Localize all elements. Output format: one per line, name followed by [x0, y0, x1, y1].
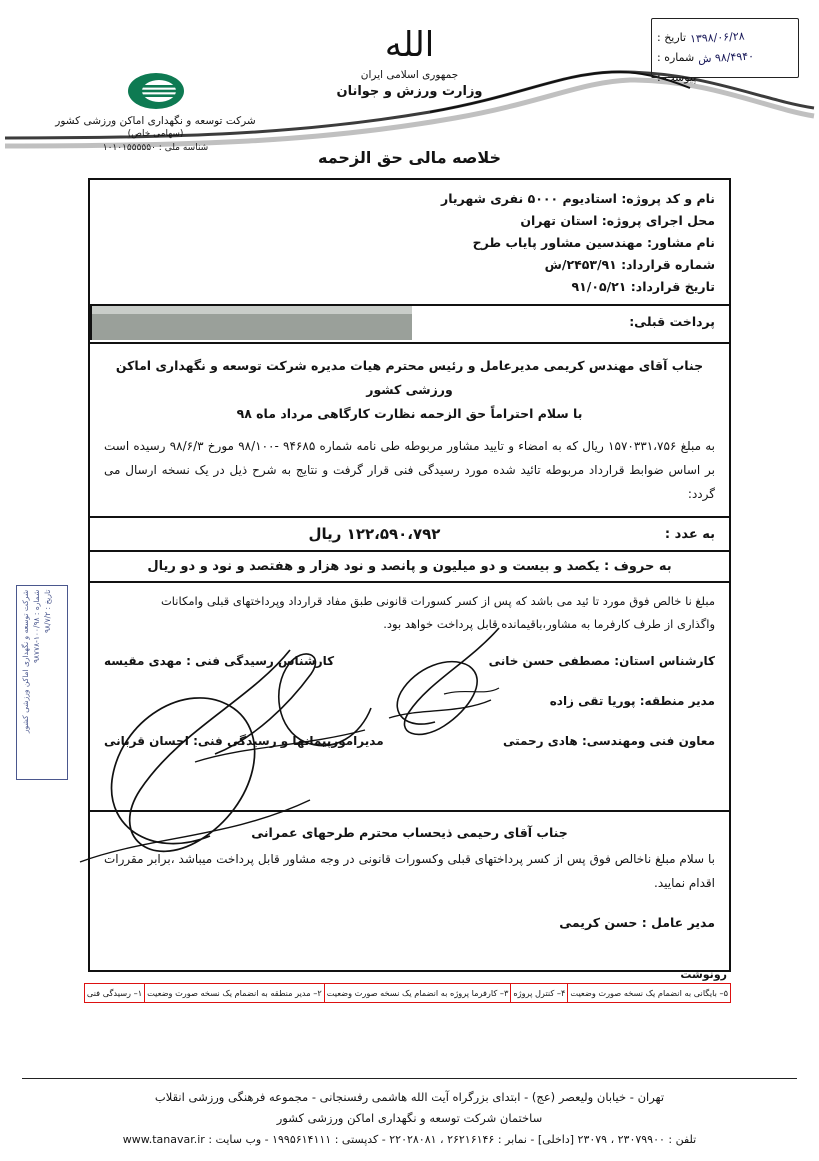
tech-review-signature	[104, 654, 334, 668]
footer-address-line-2: ساختمان شرکت توسعه و نگهداری اماکن ورزشی کشور	[276, 1111, 543, 1125]
final-signer	[104, 915, 715, 930]
addressee-line-1: جناب آقای مهندس کریمی مدیرعامل و رئیس محترم هیات مدیره شرکت توسعه و نگهداری اماکن ورزشی کشور	[115, 358, 704, 397]
amount-digits-row	[90, 518, 729, 550]
copy-item-2: ۲– مدیر منطقه به انضمام یک نسخه صورت وضعیت	[145, 984, 325, 1003]
number-label: شماره :	[657, 51, 695, 64]
contracts-manager-name: احسان قربانی	[104, 734, 189, 748]
note-line-1: مبلغ نا خالص فوق مورد تا ئید می باشد که پس از کسر کسورات قانونی طبق مفاد قرارداد وپرداختهای قبلی وامکانات	[160, 594, 715, 608]
region-manager-name: پوریا تقی زاده	[549, 694, 636, 708]
emblem-line-1: جمهوری اسلامی ایران	[360, 69, 459, 81]
tech-review-label: کارشناس رسیدگی فنی :	[186, 654, 335, 668]
note-section	[90, 583, 729, 640]
document-body-frame	[88, 178, 731, 972]
copy-item-5: ۵– بایگانی به انضمام یک نسخه صورت وضعیت	[568, 984, 731, 1003]
project-location-row	[104, 210, 715, 232]
footer-contact-line: تلفن : ۲۳۰۷۹۹۰۰ ، ۲۳۰۷۹ [داخلی] - نمابر : ۲۶۲۱۶۱۴۶ ، ۲۲۰۲۸۰۸۱ - کدپستی : ۱۹۹۵۶۱۴۱۱۱ - وب سایت : www.tanavar.ir	[122, 1133, 697, 1146]
project-name-value: استادیوم ۵۰۰۰ نفری شهریار	[441, 191, 617, 206]
company-identity-block	[18, 72, 293, 153]
previous-payment-label: پرداخت قبلی:	[629, 314, 715, 329]
project-name-row	[104, 188, 715, 210]
document-footer	[0, 1078, 819, 1150]
note-line-2: واگذاری از طرف کارفرما به مشاور،باقیمانده قابل پرداخت خواهد بود.	[383, 617, 715, 631]
amount-digits-value: ۱۲۲،۵۹۰،۷۹۲ ریال	[308, 525, 441, 543]
project-info-section	[90, 180, 729, 304]
final-text: با سلام مبلغ ناخالص فوق پس از کسر پرداختهای قبلی وکسورات قانونی در وجه مشاور قابل پرداخت میباشد ،برابر مقررات اقدام نمایید.	[104, 852, 715, 890]
stamp-line-2: شماره : ۱۰۰/۹۸-۹۸۷۷۸	[32, 590, 41, 664]
table-row	[84, 984, 730, 1003]
company-name: شرکت توسعه و نگهداری اماکن ورزشی کشور	[55, 115, 256, 127]
project-location-label: محل اجرای پروژه:	[601, 213, 715, 228]
contract-date-value: ۹۱/۰۵/۲۱	[571, 279, 627, 294]
date-number-box	[657, 28, 797, 88]
number-value: ۹۸/۴۹۴۰ ش	[697, 49, 755, 66]
signatures-section	[90, 640, 729, 810]
amount-digits-label: به عدد :	[664, 526, 715, 542]
footer-divider	[22, 1078, 797, 1079]
contract-date-label: تاریخ قرارداد:	[630, 279, 715, 294]
province-expert-label: کارشناس استان:	[614, 654, 715, 668]
contracts-manager-label: مدیرامورپیمانها و رسیدگی فنی:	[193, 734, 384, 748]
copies-section	[88, 968, 731, 1003]
contract-number-label: شماره قرارداد:	[621, 257, 715, 272]
handwritten-signature-right	[349, 622, 609, 822]
contract-number-row	[104, 254, 715, 276]
footer-address-line-1: تهران - خیابان ولیعصر (عج) - ابتدای بزرگراه آیت الله هاشمی رفسنجانی - مجموعه فرهنگی ورزشی انقلاب	[154, 1090, 665, 1104]
page-title: خلاصه مالی حق الزحمه	[317, 148, 502, 167]
region-manager-signature	[550, 694, 715, 708]
tech-review-name: مهدی مقیسه	[104, 654, 182, 668]
company-logo-icon	[127, 72, 185, 110]
project-name-label: نام و کد پروژه:	[621, 191, 715, 206]
iran-emblem-icon: الله	[384, 25, 435, 65]
company-type: (سهامی خاص)	[127, 129, 184, 139]
document-header	[0, 0, 819, 153]
date-value: ۱۳۹۸/۰۶/۲۸	[689, 29, 746, 46]
region-manager-label: مدیر منطقه:	[639, 694, 715, 708]
attachment-label: پیوست :	[657, 71, 697, 84]
ministry-emblem-block	[310, 25, 510, 99]
province-expert-signature	[489, 654, 715, 668]
copies-caption: رونوشت	[680, 968, 727, 981]
stamp-line-3: تاریخ : ۹۸/۷/۲	[43, 590, 52, 634]
final-instruction-section	[90, 810, 729, 938]
consultant-value: مهندسین مشاور پایاب طرح	[472, 235, 643, 250]
final-signer-name: حسن کریمی	[559, 915, 638, 930]
contract-date-row	[104, 276, 715, 298]
company-national-id: شناسه ملی : ۱۰۱۰۱۵۵۵۵۵۰	[102, 143, 209, 153]
date-label: تاریخ :	[657, 31, 687, 44]
copy-item-3: ۳– کارفرما پروژه به انضمام یک نسخه صورت وضعیت	[324, 984, 511, 1003]
consultant-label: نام مشاور:	[646, 235, 715, 250]
contracts-manager-signature	[104, 734, 384, 748]
office-stamp	[16, 585, 68, 780]
technical-deputy-label: معاون فنی ومهندسی:	[581, 734, 715, 748]
contract-number-value: ۲۴۵۳/۹۱/ش	[544, 257, 617, 272]
consultant-row	[104, 232, 715, 254]
copy-item-1: ۱– رسیدگی فنی	[84, 984, 144, 1003]
technical-deputy-name: هادی رحمتی	[502, 734, 578, 748]
addressee-section	[90, 344, 729, 430]
copies-table	[84, 983, 731, 1003]
technical-deputy-signature	[503, 734, 715, 748]
emblem-line-2: وزارت ورزش و جوانان	[336, 84, 483, 99]
copy-item-4: ۴– کنترل پروژه	[511, 984, 568, 1003]
previous-payment-shaded-area	[90, 306, 412, 340]
amount-section	[90, 516, 729, 583]
stamp-line-1: شرکت توسعه و نگهداری اماکن ورزشی کشور	[21, 590, 30, 734]
project-location-value: استان تهران	[520, 213, 598, 228]
final-greeting: جناب آقای رحیمی ذیحساب محترم طرحهای عمرانی	[251, 825, 568, 840]
previous-payment-section	[90, 306, 729, 342]
addressee-line-2: با سلام احتراماً حق الزحمه نظارت کارگاهی مرداد ماه ۹۸	[236, 406, 583, 421]
final-signer-label: مدیر عامل :	[641, 915, 715, 930]
province-expert-name: مصطفی حسن خانی	[488, 654, 611, 668]
amount-words-value: به حروف : یکصد و بیست و دو میلیون و پانصد و نود هزار و هفتصد و نود و دو ریال	[90, 550, 729, 581]
body-paragraph: به مبلغ ۱۵۷۰۳۳۱،۷۵۶ ریال که به امضاء و تایید مشاور مربوطه طی نامه شماره ۹۴۶۸۵ -۹۸/۱۰۰ مورخ ۹۸/۶/۳ رسیده است بر اساس ضوابط قرارداد مربوطه تائید شده مورد رسیدگی فنی قرار گرفت و نتایج به شرح ذیل در یک نسخه ارسال می گردد:	[104, 439, 716, 501]
